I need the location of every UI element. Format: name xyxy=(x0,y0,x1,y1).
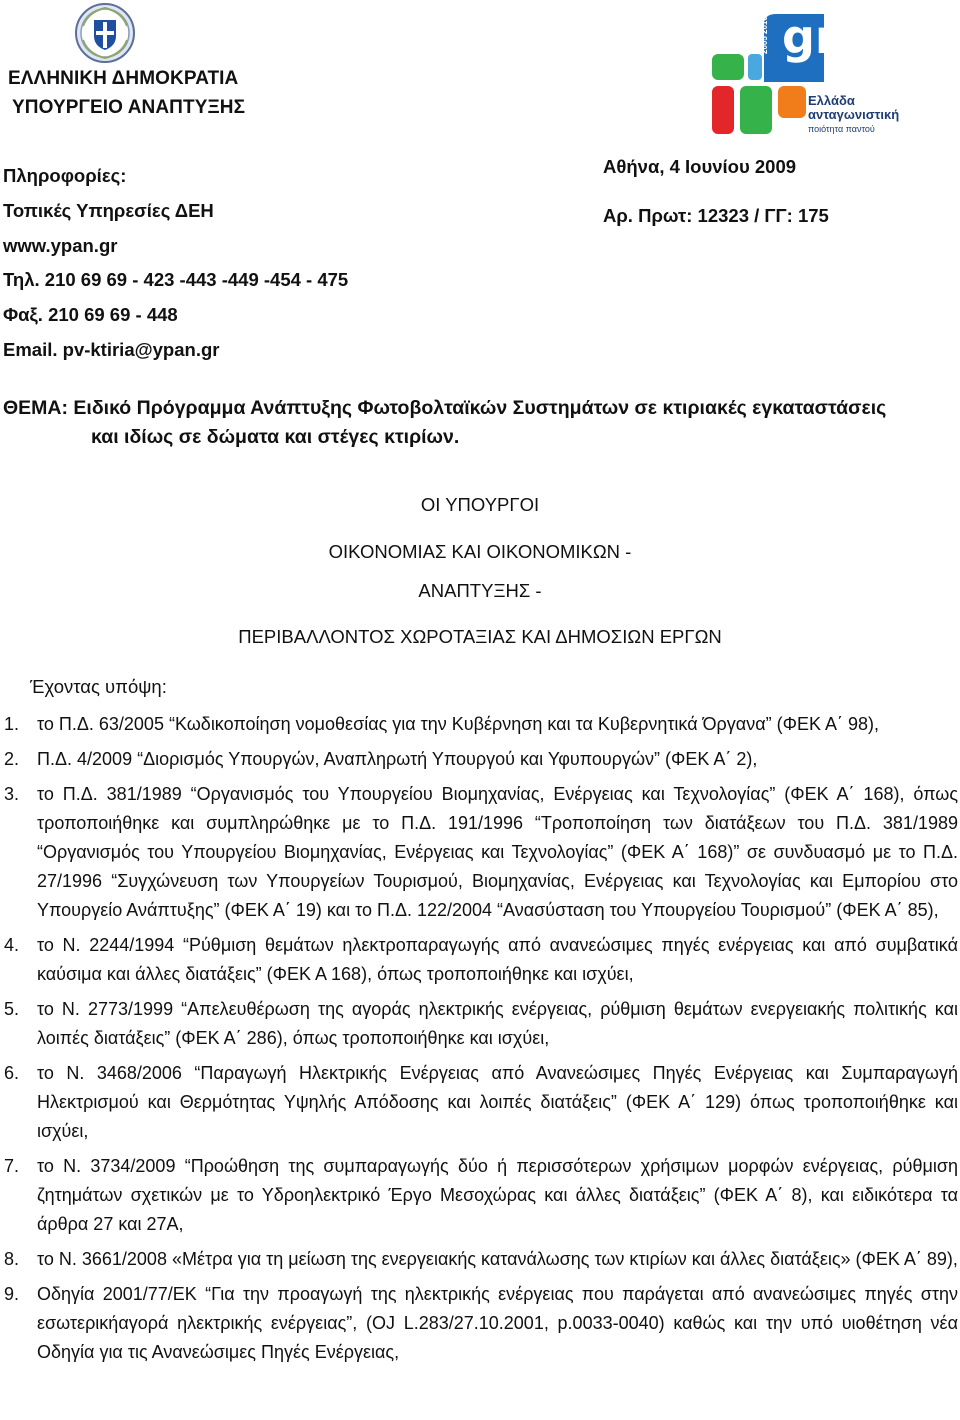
info-label: Πληροφορίες: xyxy=(3,165,127,186)
info-service: Τοπικές Υπηρεσίες ΔΕΗ xyxy=(3,200,214,221)
list-item xyxy=(0,1245,958,1274)
list-item-number: 5. xyxy=(4,999,20,1019)
logo-gr-text: gr xyxy=(782,10,838,64)
list-item-number: 7. xyxy=(4,1156,20,1176)
list-item-text: Οδηγία 2001/77/ΕΚ “Για την προαγωγή της ηλεκτρικής ενέργειας που παράγεται από ανανεώσιμες πηγές στην εσωτερικήαγορά ηλεκτρικής ενέργειας”, (OJ L.283/27.10.2001, p.0033-0040) καθώς και την υπό υιοθέτηση νέα Οδηγία για τις Ανανεώσιμες Πηγές Ενέργειας, xyxy=(37,1284,958,1362)
minister-environment: ΠΕΡΙΒΑΛΛΟΝΤΟΣ ΧΩΡΟΤΑΞΙΑΣ ΚΑΙ ΔΗΜΟΣΙΩΝ ΕΡΓΩΝ xyxy=(238,626,722,647)
list-item xyxy=(0,1280,958,1367)
list-item-number: 6. xyxy=(4,1063,20,1083)
list-item-text: το Ν. 3468/2006 “Παραγωγή Ηλεκτρικής Ενέργειας από Ανανεώσιμες Πηγές Ενέργειας και Συμπαραγωγή Ηλεκτρισμού και Θερμότητας Υψηλής Απόδοσης και λοιπές διατάξεις” (ΦΕΚ Α΄ 129) όπως τροποποιήθηκε και ισχύει, xyxy=(37,1063,958,1141)
list-item-number: 2. xyxy=(4,749,20,769)
info-website: www.ypan.gr xyxy=(3,235,118,256)
list-item-number: 8. xyxy=(4,1249,20,1269)
info-fax: Φαξ. 210 69 69 - 448 xyxy=(3,304,178,325)
info-email: Email. pv-ktiria@ypan.gr xyxy=(3,339,220,360)
list-item xyxy=(0,995,958,1053)
list-item xyxy=(0,710,958,739)
list-item-text: το Ν. 3734/2009 “Προώθηση της συμπαραγωγής δύο ή περισσότερων χρήσιμων μορφών ενέργειας, ρύθμιση ζητημάτων σχετικών με το Υδροηλεκτρικό Έργο Μεσοχώρας και άλλες διατάξεις” (ΦΕΚ Α΄ 8), και ειδικότερα τα άρθρα 27 και 27Α, xyxy=(37,1156,958,1234)
subject-line-2: και ιδίως σε δώματα και στέγες κτιρίων. xyxy=(91,426,460,448)
list-item-text: Π.Δ. 4/2009 “Διορισμός Υπουργών, Αναπληρωτή Υπουργού και Υφυπουργών” (ΦΕΚ Α΄ 2), xyxy=(37,749,758,769)
minister-economy: ΟΙΚΟΝΟΜΙΑΣ ΚΑΙ ΟΙΚΟΝΟΜΙΚΩΝ - xyxy=(328,541,632,562)
logo-tagline-1: Ελλάδα xyxy=(808,93,855,108)
minister-development: ΑΝΑΠΤΥΞΗΣ - xyxy=(418,580,542,601)
considering-heading: Έχοντας υπόψη: xyxy=(30,676,167,697)
logo-tagline-2: ανταγωνιστική xyxy=(808,107,900,122)
list-item xyxy=(0,931,958,989)
protocol-number: Αρ. Πρωτ: 12323 / ΓΓ: 175 xyxy=(603,205,829,226)
subject-line-1: ΘΕΜΑ: Ειδικό Πρόγραμμα Ανάπτυξης Φωτοβολταϊκών Συστημάτων σε κτιριακές εγκαταστάσεις xyxy=(3,397,887,419)
logo-tagline-3: ποιότητα παντού xyxy=(808,124,875,134)
list-item-text: το Ν. 3661/2008 «Μέτρα για τη μείωση της ενεργειακής κατανάλωσης των κτιρίων και άλλες διατάξεις» (ΦΕΚ Α΄ 89), xyxy=(37,1249,958,1269)
considerations-list xyxy=(0,710,958,1367)
ministers-title: ΟΙ ΥΠΟΥΡΓΟΙ xyxy=(420,494,540,515)
info-phone: Τηλ. 210 69 69 - 423 -443 -449 -454 - 475 xyxy=(3,269,349,290)
list-item-number: 9. xyxy=(4,1284,20,1304)
logo-years: 2005 2010 xyxy=(760,16,769,54)
list-item-text: το Π.Δ. 381/1989 “Οργανισμός του Υπουργείου Βιομηχανίας, Ενέργειας και Τεχνολογίας” (ΦΕΚ Α΄ 168), όπως τροποποιήθηκε και συμπληρώθηκε με το Π.Δ. 191/1996 “Τροποποίηση των διατάξεων του Π.Δ. 381/1989 “Οργανισμός του Υπουργείου Βιομηχανίας, Ενέργειας και Τεχνολογίας” (ΦΕΚ Α΄ 168)” σε συνδυασμό με το Π.Δ. 27/1996 “Συγχώνευση των Υπουργείων Τουρισμού, Βιομηχανίας, Ενέργειας και Τεχνολογίας και Εμπορίου στο Υπουργείο Ανάπτυξης” (ΦΕΚ Α΄ 19) και το Π.Δ. 122/2004 “Ανασύσταση του Υπουργείου Τουρισμού” (ΦΕΚ Α΄ 85), xyxy=(37,784,958,920)
list-item xyxy=(0,745,958,774)
list-item-text: το Ν. 2773/1999 “Απελευθέρωση της αγοράς ηλεκτρικής ενέργειας, ρύθμιση θεμάτων ενεργειακής πολιτικής και λοιπές διατάξεις” (ΦΕΚ Α΄ 286), όπως τροποποιήθηκε και ισχύει, xyxy=(37,999,958,1048)
list-item-number: 3. xyxy=(4,784,20,804)
org-ministry: ΥΠΟΥΡΓΕΙΟ ΑΝΑΠΤΥΞΗΣ xyxy=(12,97,246,118)
list-item-text: το Π.Δ. 63/2005 “Κωδικοποίηση νομοθεσίας για την Κυβέρνηση και τα Κυβερνητικά Όργανα” (ΦΕΚ Α΄ 98), xyxy=(37,714,880,734)
list-item xyxy=(0,780,958,925)
subject xyxy=(3,394,958,452)
greek-emblem-icon xyxy=(74,2,136,64)
list-item-number: 1. xyxy=(4,714,20,734)
list-item xyxy=(0,1059,958,1146)
list-item xyxy=(0,1152,958,1239)
org-country: ΕΛΛΗΝΙΚΗ ΔΗΜΟΚΡΑΤΙΑ xyxy=(8,68,239,89)
list-item-text: το Ν. 2244/1994 “Ρύθμιση θεμάτων ηλεκτροπαραγωγής από ανανεώσιμες πηγές ενέργειας και από συμβατικά καύσιμα και άλλες διατάξεις” (ΦΕΚ Α 168), όπως τροποποιήθηκε και ισχύει, xyxy=(37,935,958,984)
document-date: Αθήνα, 4 Ιουνίου 2009 xyxy=(603,156,797,177)
greece-competitive-logo xyxy=(712,10,912,136)
list-item-number: 4. xyxy=(4,935,20,955)
